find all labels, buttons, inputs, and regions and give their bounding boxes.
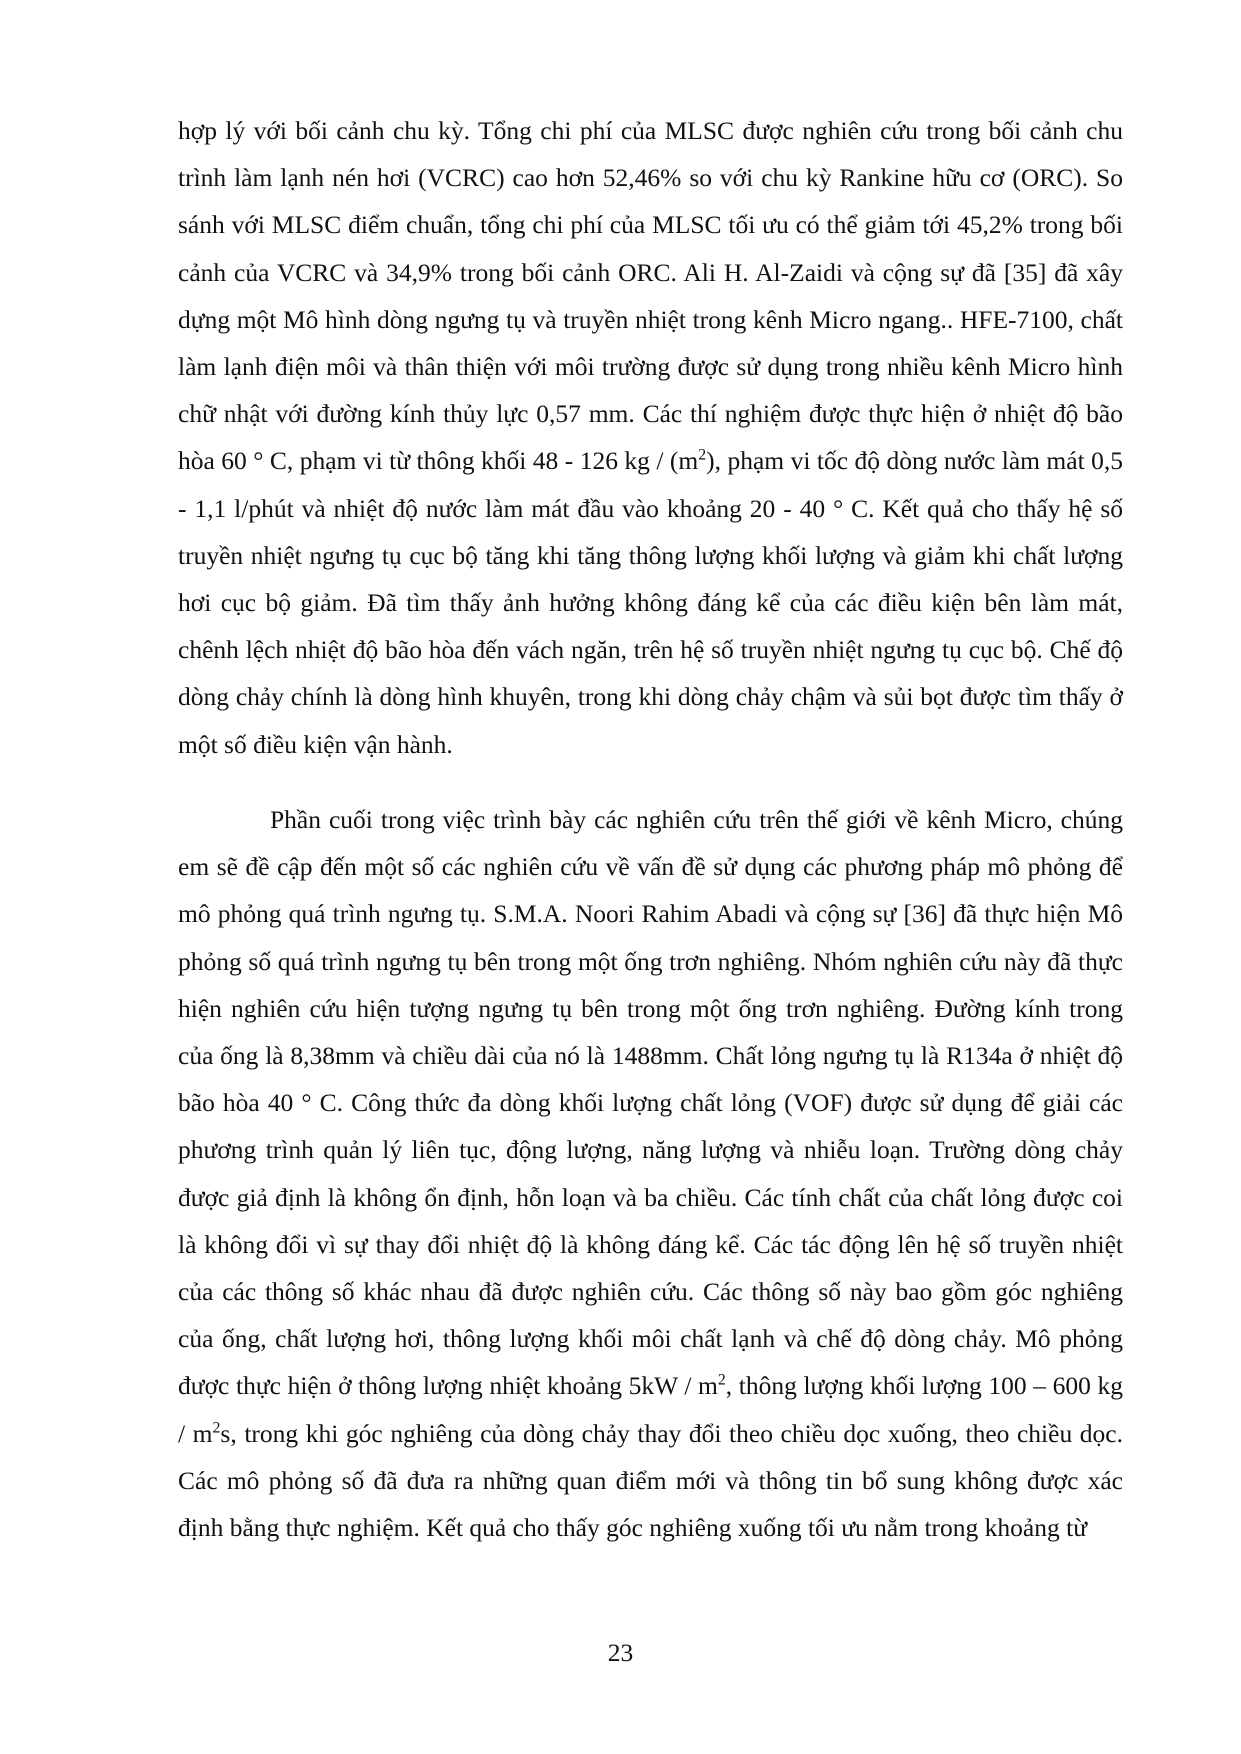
page-number: 23 (607, 1638, 634, 1667)
paragraph-2: Phần cuối trong việc trình bày các nghiên cứu trên thế giới về kênh Micro, chúng em sẽ đề cập đến một số các nghiên cứu về vấn đề sử dụng các phương pháp mô phỏng để mô phỏng quá trình ngưng tụ. S.M.A. Noori Rahim Abadi và cộng sự [36] đã thực hiện Mô phỏng số quá trình ngưng tụ bên trong một ống trơn nghiêng. Nhóm nghiên cứu này đã thực hiện nghiên cứu hiện tượng ngưng tụ bên trong một ống trơn nghiêng. Đường kính trong của ống là 8,38mm và chiều dài của nó là 1488mm. Chất lỏng ngưng tụ là R134a ở nhiệt độ bão hòa 40 ° C. Công thức đa dòng khối lượng chất lỏng (VOF) được sử dụng để giải các phương trình quản lý liên tục, động lượng, năng lượng và nhiễu loạn. Trường dòng chảy được giả định là không ổn định, hỗn loạn và ba chiều. Các tính chất của chất lỏng được coi là không đổi vì sự thay đổi nhiệt độ là không đáng kể. Các tác động lên hệ số truyền nhiệt của các thông số khác nhau đã được nghiên cứu. Các thông số này bao gồm góc nghiêng của ống, chất lượng hơi, thông lượng khối môi chất lạnh và chế độ dòng chảy. Mô phỏng được thực hiện ở thông lượng nhiệt khoảng $5kW / m^2$, thông lượng khối lượng 100 – 600 kg / $m^2s$, trong khi góc nghiêng của dòng chảy thay đổi theo chiều dọc xuống, theo chiều dọc. Các mô phỏng số đã đưa ra những quan điểm mới và thông tin bổ sung không được xác định bằng thực nghiệm. Kết quả cho thấy góc nghiêng xuống tối ưu nằm trong khoảng từ (178, 805, 1123, 1543)
paragraph-1: hợp lý với bối cảnh chu kỳ. Tổng chi phí của MLSC được nghiên cứu trong bối cảnh chu trình làm lạnh nén hơi (VCRC) cao hơn 52,46% so với chu kỳ Rankine hữu cơ (ORC). So sánh với MLSC điểm chuẩn, tổng chi phí của MLSC tối ưu có thể giảm tới 45,2% trong bối cảnh của VCRC và 34,9% trong bối cảnh ORC. Ali H. Al-Zaidi và cộng sự đã [35] đã xây dựng một Mô hình dòng ngưng tụ và truyền nhiệt trong kênh Micro ngang.. HFE-7100, chất làm lạnh điện môi và thân thiện với môi trường được sử dụng trong nhiều kênh Micro hình chữ nhật với đường kính thủy lực 0,57 mm. Các thí nghiệm được thực hiện ở nhiệt độ bão hòa 60 ° C, phạm vi từ thông khối 48 - 126 kg / $(m^2)$, phạm vi tốc độ dòng nước làm mát 0,5 - 1,1 l/phút và nhiệt độ nước làm mát đầu vào khoảng 20 - 40 ° C. Kết quả cho thấy hệ số truyền nhiệt ngưng tụ cục bộ tăng khi tăng thông lượng khối lượng và giảm khi chất lượng hơi cục bộ giảm. Đã tìm thấy ảnh hưởng không đáng kể của các điều kiện bên làm mát, chênh lệch nhiệt độ bão hòa đến vách ngăn, trên hệ số truyền nhiệt ngưng tụ cục bộ. Chế độ dòng chảy chính là dòng hình khuyên, trong khi dòng chảy chậm và sủi bọt được tìm thấy ở một số điều kiện vận hành. (178, 116, 1123, 759)
